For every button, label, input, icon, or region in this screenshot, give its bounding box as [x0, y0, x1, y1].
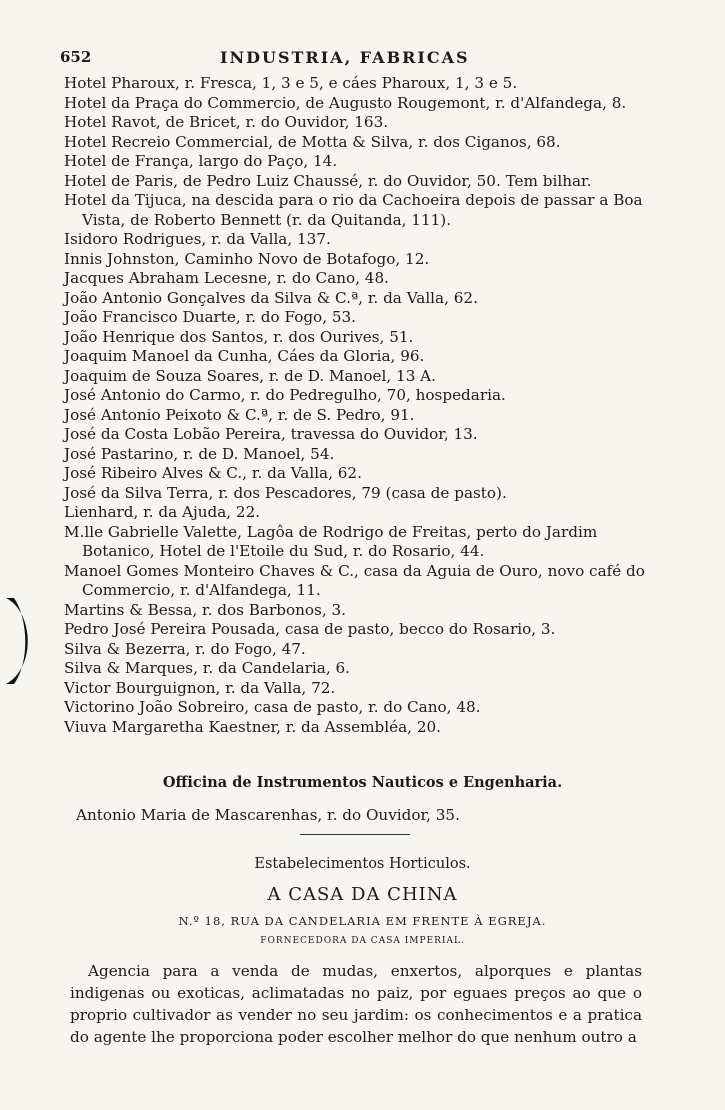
list-item: Silva & Marques, r. da Candelaria, 6. [64, 659, 350, 677]
hotel-listing [64, 74, 649, 737]
list-item: João Antonio Gonçalves da Silva & C.ª, r. da Valla, 62. [64, 288, 478, 307]
list-item: José Ribeiro Alves & C., r. da Valla, 62. [64, 464, 362, 482]
list-item: Isidoro Rodrigues, r. da Valla, 137. [64, 230, 331, 248]
list-item: Lienhard, r. da Ajuda, 22. [64, 503, 261, 521]
list-item: Manoel Gomes Monteiro Chaves & C., casa da Aguia de Ouro, novo café do Commercio, r. d'Alfandega, 11. [64, 561, 645, 599]
list-item: José Antonio Peixoto & C.ª, r. de S. Pedro, 91. [64, 405, 415, 424]
section-heading-instruments: Officina de Instrumentos Nauticos e Engenharia. [162, 774, 563, 791]
list-item: Hotel da Tijuca, na descida para o rio da Cachoeira depois de passar a Boa Vista, de Roberto Bennett (r. da Quitanda, 111). [64, 191, 643, 229]
list-item: Joaquim de Souza Soares, r. de D. Manoel, 13 A. [64, 366, 436, 385]
list-item: Silva & Bezerra, r. do Fogo, 47. [64, 639, 306, 658]
list-item: M.lle Gabrielle Valette, Lagôa de Rodrigo de Freitas, perto do Jardim Botanico, Hotel de l'Etoile du Sud, r. do Rosario, 44. [64, 522, 598, 560]
list-item: Hotel Ravot, de Bricet, r. do Ouvidor, 163. [64, 113, 389, 131]
list-item: Hotel de França, largo do Paço, 14. [64, 152, 338, 170]
shop-address: N.º 18, RUA DA CANDELARIA EM FRENTE À EGREJA. [178, 914, 547, 928]
page-header [60, 48, 635, 72]
section-heading-horticulture: Estabelecimentos Horticulos. [254, 856, 471, 872]
list-item: João Henrique dos Santos, r. dos Ourives, 51. [64, 327, 414, 346]
list-item: Antonio Maria de Mascarenhas, r. do Ouvidor, 35. [76, 806, 460, 824]
list-item: José Pastarino, r. de D. Manoel, 54. [64, 444, 335, 463]
list-item: Innis Johnston, Caminho Novo de Botafogo, 12. [64, 249, 430, 268]
page-title: INDUSTRIA, FABRICAS [220, 48, 470, 67]
list-item: João Francisco Duarte, r. do Fogo, 53. [64, 308, 357, 326]
shop-title: A CASA DA CHINA [267, 884, 458, 905]
binding-hole-mark [4, 592, 38, 688]
page-number: 652 [60, 48, 92, 66]
shop-description: Agencia para a venda de mudas, enxertos, alporques e plantas indigenas ou exoticas, aclimatadas no paiz, por eguaes preços ao que o proprio cultivador as vender no seu jardim: os conhecimentos e a pratica do agente lhe proporciona poder escolher melhor do que nenhum outro a [70, 962, 642, 1046]
shop-tagline: FORNECEDORA DA CASA IMPERIAL. [260, 936, 465, 946]
list-item: José da Costa Lobão Pereira, travessa do Ouvidor, 13. [64, 425, 478, 443]
list-item: José da Silva Terra, r. dos Pescadores, 79 (casa de pasto). [64, 483, 507, 502]
list-item: Hotel Pharoux, r. Fresca, 1, 3 e 5, e cáes Pharoux, 1, 3 e 5. [64, 74, 518, 92]
list-item: Pedro José Pereira Pousada, casa de pasto, becco do Rosario, 3. [64, 620, 556, 638]
list-item: Victorino João Sobreiro, casa de pasto, r. do Cano, 48. [64, 698, 481, 716]
list-item: Hotel de Paris, de Pedro Luiz Chaussé, r. do Ouvidor, 50. Tem bilhar. [64, 171, 592, 190]
list-item: Joaquim Manoel da Cunha, Cáes da Gloria, 96. [64, 347, 425, 365]
list-item: Victor Bourguignon, r. da Valla, 72. [64, 678, 336, 697]
divider [300, 834, 410, 835]
list-item: Jacques Abraham Lecesne, r. do Cano, 48. [64, 269, 389, 287]
list-item: Viuva Margaretha Kaestner, r. da Assembléa, 20. [64, 717, 441, 736]
list-item: Martins & Bessa, r. dos Barbonos, 3. [64, 600, 346, 619]
list-item: Hotel Recreio Commercial, de Motta & Silva, r. dos Ciganos, 68. [64, 132, 561, 151]
list-item: José Antonio do Carmo, r. do Pedregulho, 70, hospedaria. [64, 386, 506, 404]
list-item: Hotel da Praça do Commercio, de Augusto Rougemont, r. d'Alfandega, 8. [64, 93, 627, 112]
